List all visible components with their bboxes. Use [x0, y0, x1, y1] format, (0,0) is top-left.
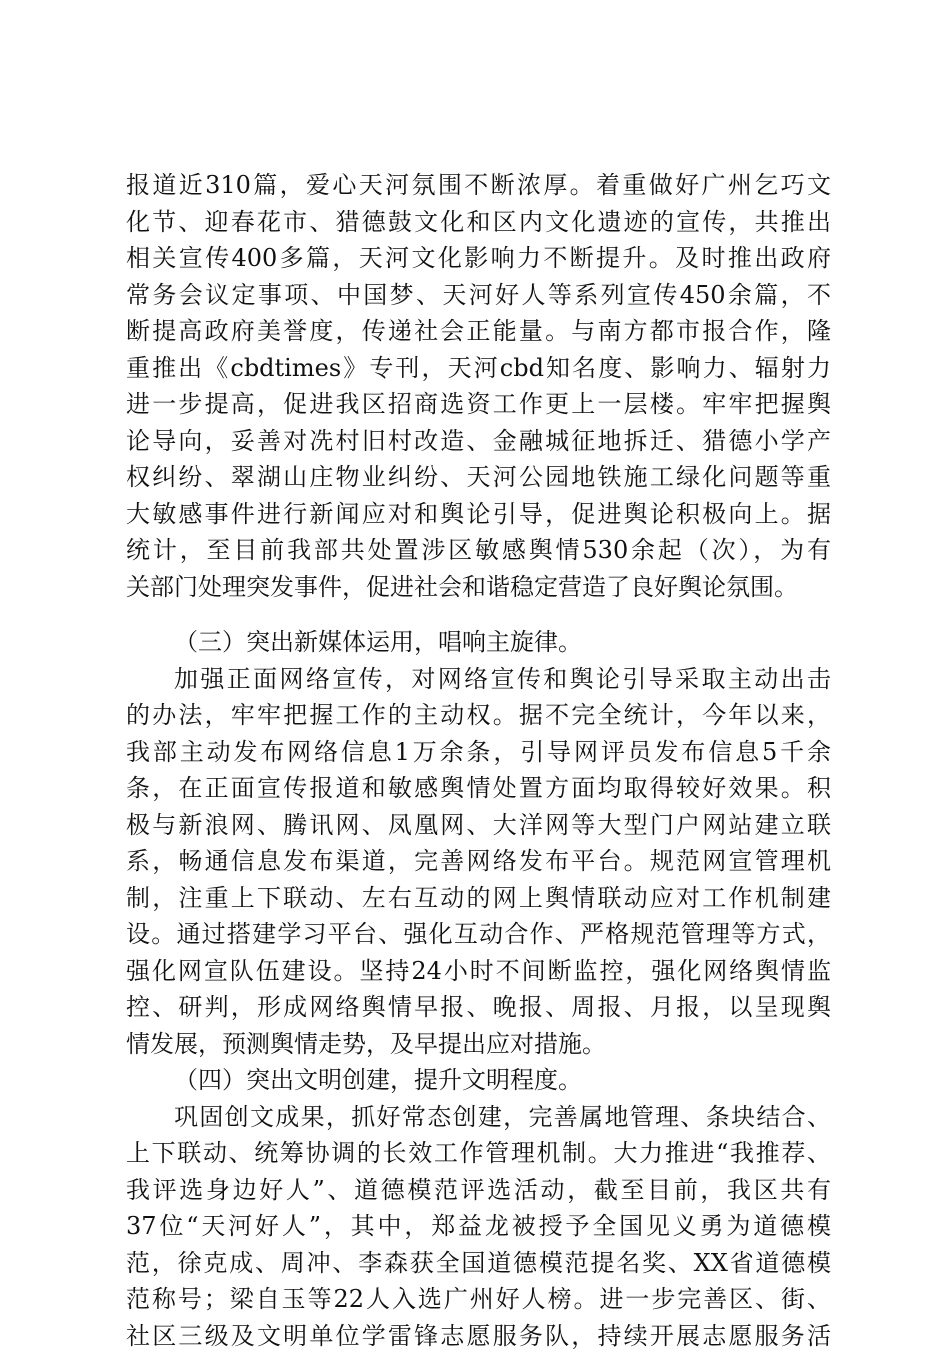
- paragraph-line: 加强正面网络宣传，对网络宣传和舆论引导采取主动出击: [174, 665, 831, 693]
- paragraph-line: 权纠纷、翠湖山庄物业纠纷、天河公园地铁施工绿化问题等重: [126, 463, 831, 491]
- paragraph-line: 常务会议定事项、中国梦、天河好人等系列宣传450余篇，不: [126, 281, 831, 309]
- paragraph-line: 巩固创文成果，抓好常态创建，完善属地管理、条块结合、: [174, 1103, 831, 1131]
- paragraph-line: 系，畅通信息发布渠道，完善网络发布平台。规范网宣管理机: [126, 847, 831, 875]
- paragraph-line: 范，徐克成、周冲、李森获全国道德模范提名奖、XX省道德模: [126, 1249, 831, 1277]
- paragraph-line: 极与新浪网、腾讯网、凤凰网、大洋网等大型门户网站建立联: [126, 811, 831, 839]
- paragraph-line: 制，注重上下联动、左右互动的网上舆情联动应对工作机制建: [126, 884, 831, 912]
- paragraph-line: 上下联动、统筹协调的长效工作管理机制。大力推进“我推荐、: [126, 1139, 831, 1167]
- paragraph-line: 报道近310篇，爱心天河氛围不断浓厚。着重做好广州乞巧文: [126, 171, 831, 199]
- paragraph-line: 大敏感事件进行新闻应对和舆论引导，促进舆论积极向上。据: [126, 500, 831, 528]
- paragraph-line: 37位“天河好人”，其中，郑益龙被授予全国见义勇为道德模: [126, 1212, 831, 1240]
- paragraph-line: 社区三级及文明单位学雷锋志愿服务队，持续开展志愿服务活: [126, 1322, 831, 1350]
- paragraph-line: 统计，至目前我部共处置涉区敏感舆情530余起（次），为有: [126, 536, 831, 564]
- paragraph-line: 论导向，妥善对冼村旧村改造、金融城征地拆迁、猎德小学产: [126, 427, 831, 455]
- paragraph-line: 范称号；梁自玉等22人入选广州好人榜。进一步完善区、街、: [126, 1285, 831, 1313]
- paragraph-line: 的办法，牢牢把握工作的主动权。据不完全统计，今年以来，: [126, 701, 831, 729]
- paragraph-line: 我部主动发布网络信息1万余条，引导网评员发布信息5千余: [126, 738, 831, 766]
- section-heading: （三）突出新媒体运用，唱响主旋律。: [174, 628, 582, 656]
- paragraph-line: 情发展，预测舆情走势，及早提出应对措施。: [126, 1030, 606, 1058]
- paragraph-line: 相关宣传400多篇，天河文化影响力不断提升。及时推出政府: [126, 244, 831, 272]
- paragraph-line: 断提高政府美誉度，传递社会正能量。与南方都市报合作，隆: [126, 317, 831, 345]
- section-heading: （四）突出文明创建，提升文明程度。: [174, 1066, 582, 1094]
- paragraph-line: 我评选身边好人”、道德模范评选活动，截至目前，我区共有: [126, 1176, 831, 1204]
- paragraph-line: 设。通过搭建学习平台、强化互动合作、严格规范管理等方式，: [126, 920, 831, 948]
- paragraph-line: 化节、迎春花市、猎德鼓文化和区内文化遗迹的宣传，共推出: [126, 208, 831, 236]
- paragraph-line: 条，在正面宣传报道和敏感舆情处置方面均取得较好效果。积: [126, 774, 831, 802]
- paragraph-line: 进一步提高，促进我区招商选资工作更上一层楼。牢牢把握舆: [126, 390, 831, 418]
- paragraph-line: 强化网宣队伍建设。坚持24小时不间断监控，强化网络舆情监: [126, 957, 831, 985]
- paragraph-line: 关部门处理突发事件，促进社会和谐稳定营造了良好舆论氛围。: [126, 573, 798, 601]
- paragraph-line: 控、研判，形成网络舆情早报、晚报、周报、月报，以呈现舆: [126, 993, 831, 1021]
- paragraph-line: 重推出《cbdtimes》专刊，天河cbd知名度、影响力、辐射力: [126, 354, 831, 382]
